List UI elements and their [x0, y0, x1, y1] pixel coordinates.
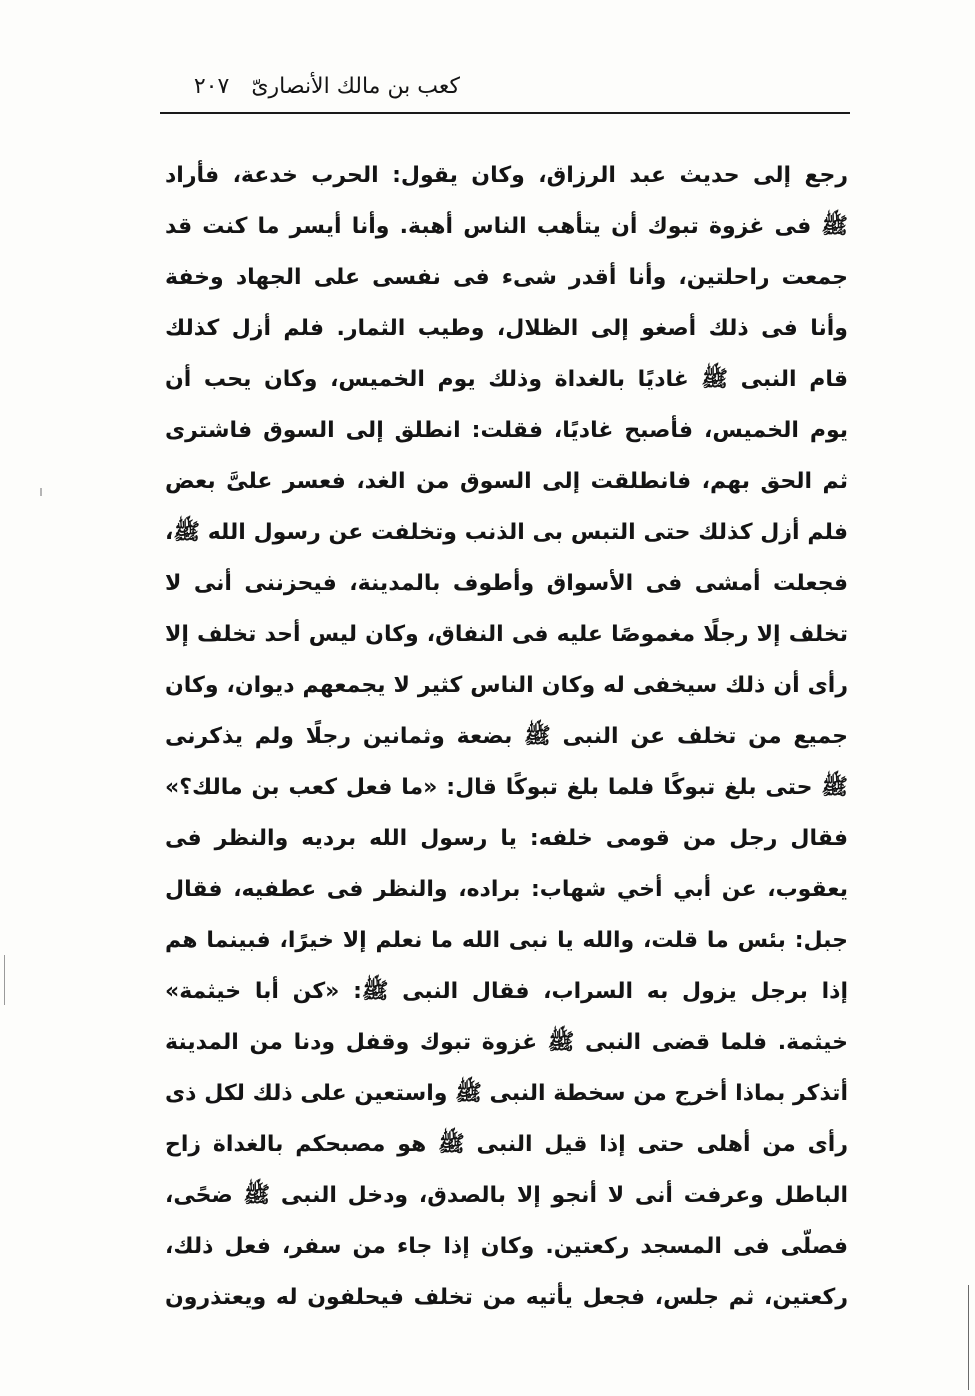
text-line: جمعت راحلتين، وأنا أقدر شىء فى نفسى على الجهاد وخفة — [165, 265, 848, 290]
text-line: خيثمة. فلما قضى النبى ﷺ غزوة تبوك وقفل ودنا من المدينة — [165, 1030, 848, 1055]
running-title: كعب بن مالك الأنصارىّ — [251, 73, 460, 99]
text-line: وأنا فى ذلك أصغو إلى الظلال، وطيب الثمار. فلم أزل كذلك — [165, 316, 848, 341]
text-line: فصلّى فى المسجد ركعتين. وكان إذا جاء من سفر، فعل ذلك، — [165, 1234, 848, 1259]
text-line: رأى أن ذلك سيخفى له وكان الناس كثير لا يجمعهم ديوان، وكان — [165, 673, 848, 698]
text-line: إذا برجل يزول به السراب، فقال النبى ﷺ: «كن أبا خيثمة» — [165, 979, 848, 1004]
page-header — [160, 66, 460, 106]
header-rule — [160, 112, 850, 114]
text-line: ﷺ حتى بلغ تبوكًا فلما بلغ تبوكًا قال: «ما فعل كعب بن مالك؟» — [165, 775, 848, 800]
text-line: تخلف إلا رجلًا مغموصًا عليه فى النفاق، وكان ليس أحد تخلف إلا — [165, 622, 848, 647]
text-line: فلم أزل كذلك حتى التبس بى الذنب وتخلفت عن رسول الله ﷺ، — [165, 520, 848, 545]
text-line: قام النبى ﷺ غاديًا بالغداة وذلك يوم الخميس، وكان يحب أن — [165, 367, 848, 392]
text-line: يعقوب، عن أبي أخي شهاب: براده، والنظر فى عطفيه، فقال — [165, 877, 848, 902]
text-line: الباطل وعرفت أنى لا أنجو إلا بالصدق، ودخل النبى ﷺ ضحًى، — [165, 1183, 848, 1208]
scan-edge-mark-right — [968, 1285, 969, 1390]
text-line: ثم الحق بهم، فانطلقت إلى السوق من الغد، فعسر علىَّ بعض — [165, 469, 848, 494]
text-line: جميع من تخلف عن النبى ﷺ بضعة وثمانين رجلًا ولم يذكرنى — [165, 724, 848, 749]
page-number: ٢٠٧ — [193, 73, 230, 99]
text-line: ﷺ فى غزوة تبوك أن يتأهب الناس أهبة. وأنا أيسر ما كنت قد — [165, 214, 848, 239]
text-line: فجعلت أمشى فى الأسواق وأطوف بالمدينة، فيحزننى أنى لا — [165, 571, 848, 596]
text-line: يوم الخميس، فأصبح غاديًا، فقلت: انطلق إلى السوق فاشترى — [165, 418, 848, 443]
scan-edge-mark-left — [4, 955, 5, 1005]
text-line: أتذكر بماذا أخرج من سخطة النبى ﷺ واستعين على ذلك لكل ذى — [165, 1081, 848, 1106]
text-line: جبل: بئس ما قلت، والله يا نبى الله ما نعلم إلا خيرًا، فبينما هم — [165, 928, 848, 953]
text-line: ركعتين، ثم جلس، فجعل يأتيه من تخلف فيحلفون له ويعتذرون — [165, 1285, 848, 1310]
text-line: رجع إلى حديث عبد الرزاق، وكان يقول: الحرب خدعة، فأراد — [165, 163, 848, 188]
text-line: فقال رجل من قومى خلفه: يا رسول الله برديه والنظر فى — [165, 826, 848, 851]
scan-speck — [40, 488, 42, 496]
body-text — [165, 150, 848, 1323]
text-line: رأى من أهلى حتى إذا قيل النبى ﷺ هو مصبحكم بالغداة زاح — [165, 1132, 848, 1157]
